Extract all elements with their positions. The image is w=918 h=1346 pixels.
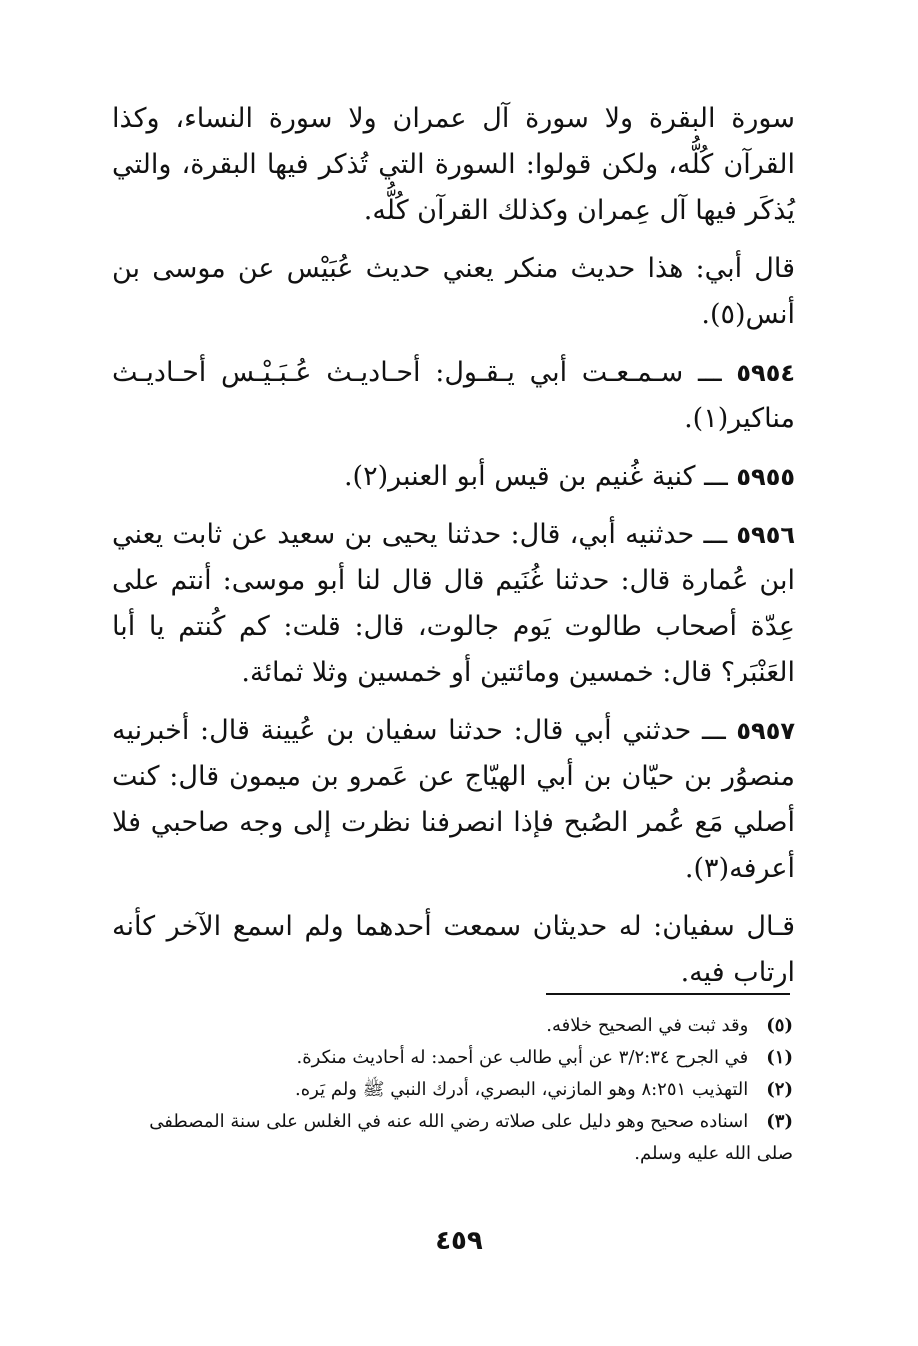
footnote-text: التهذيب ٨:٢٥١ وهو المازني، البصري، أدرك النبي ﷺ ولم يَره. xyxy=(295,1079,749,1100)
footnote-marker: (٣) xyxy=(766,1111,793,1132)
entry-text: ـــ سـمـعـت أبي يـقـول: أحـاديـث عُـبَـيْـس أحـاديـث مناكير(١). xyxy=(112,357,795,434)
footnote xyxy=(108,1106,793,1170)
footnote xyxy=(108,1010,793,1042)
paragraph-sufyan: قـال سفيان: له حديثان سمعت أحدهما ولم اسمع الآخر كأنه ارتاب فيه. xyxy=(112,911,795,988)
footnote-marker: (١) xyxy=(766,1047,793,1068)
entry-5956 xyxy=(112,512,795,696)
footnote-text: اسناده صحيح وهو دليل على صلاته رضي الله عنه في الغلس على سنة المصطفى صلى الله عليه وسلم. xyxy=(149,1111,793,1164)
footnote-text: وقد ثبت في الصحيح خلافه. xyxy=(546,1015,749,1036)
entry-5955 xyxy=(112,454,795,500)
footnotes xyxy=(108,1010,793,1170)
entry-number: ٥٩٥٦ xyxy=(736,521,795,549)
paragraph-continuation: سورة البقرة ولا سورة آل عمران ولا سورة النساء، وكذا القرآن كُلُّه، ولكن قولوا: السورة التي تُذكر فيها البقرة، والتي يُذكَر فيها آل عِمران وكذلك القرآن كُلُّه. xyxy=(112,103,795,226)
paragraph-commentary: قال أبي: هذا حديث منكر يعني حديث عُبَيْس عن موسى بن أنس(٥). xyxy=(112,253,795,330)
page-number: ٤٥٩ xyxy=(435,1226,483,1256)
footnote xyxy=(108,1074,793,1106)
entry-5957 xyxy=(112,708,795,892)
footnote xyxy=(108,1042,793,1074)
entry-number: ٥٩٥٧ xyxy=(736,717,795,745)
entry-text: ـــ حدثني أبي قال: حدثنا سفيان بن عُيينة قال: أخبرنيه منصوُر بن حيّان بن أبي الهيّاج عن عَمرو بن ميمون قال: كنت أصلي مَع عُمر الصُبح فإذا انصرفنا نظرت إلى وجه صاحبي فلا أعرفه(٣). xyxy=(112,715,795,884)
footnote-marker: (٢) xyxy=(766,1079,793,1100)
entry-text: ـــ كنية غُنيم بن قيس أبو العنبر(٢). xyxy=(343,461,737,492)
main-text xyxy=(112,96,795,996)
entry-number: ٥٩٥٤ xyxy=(736,359,795,387)
entry-number: ٥٩٥٥ xyxy=(736,463,795,491)
footnote-marker: (٥) xyxy=(766,1015,793,1036)
footnote-text: في الجرح ٣/٢:٣٤ عن أبي طالب عن أحمد: له أحاديث منكرة. xyxy=(296,1047,749,1068)
footnote-divider xyxy=(546,993,790,995)
entry-5954 xyxy=(112,350,795,442)
entry-text: ـــ حدثنيه أبي، قال: حدثنا يحيى بن سعيد عن ثابت يعني ابن عُمارة قال: حدثنا غُنَيم قال قال لنا أبو موسى: أنتم على عِدّة أصحاب طالوت يَوم جالوت، قال: قلت: كم كُنتم يا أبا العَنْبَر؟ قال: خمسين ومائتين أو خمسين وثلا ثمائة. xyxy=(112,519,795,688)
